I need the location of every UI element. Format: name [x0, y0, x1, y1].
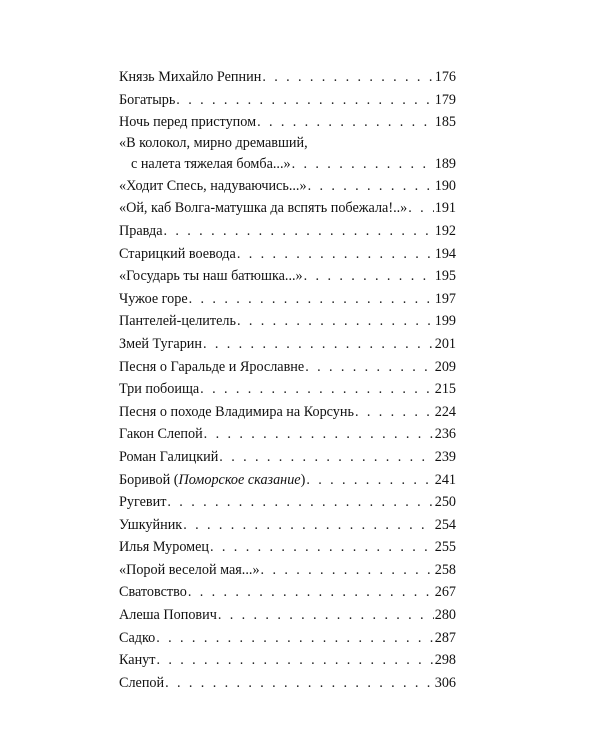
toc-entry: [119, 604, 456, 627]
toc-entry-title: Три побоища: [119, 381, 200, 398]
toc-entry: [119, 310, 456, 333]
toc-entry-title: Пантелей-целитель: [119, 313, 236, 330]
toc-entry-title: Сватовство: [119, 584, 187, 601]
toc-entry: [119, 197, 456, 220]
toc-entry: [119, 401, 456, 424]
toc-entry-page: 255: [434, 539, 456, 556]
toc-entry-title: Богатырь: [119, 91, 176, 108]
toc-entry-title: «Порой веселой мая...»: [119, 561, 260, 578]
toc-entry-title: «Государь ты наш батюшка...»: [119, 268, 303, 285]
dot-leader: [261, 559, 434, 582]
dot-leader: [204, 423, 434, 446]
toc-entry-title-line1: «В колокол, мирно дремавший,: [119, 134, 308, 151]
dot-leader: [203, 333, 434, 356]
toc-entry-title: Садко: [119, 629, 156, 646]
dot-leader: [408, 197, 433, 220]
toc-entry-title: Ушкуйник: [119, 516, 183, 533]
toc-entry: [119, 423, 456, 446]
toc-entry: [119, 265, 456, 288]
toc-entry-title: Князь Михайло Репнин: [119, 69, 262, 85]
toc-entry-page: 190: [434, 177, 456, 194]
toc-entry-title: Правда: [119, 222, 163, 239]
toc-entry: [119, 333, 456, 356]
toc-entry-page: 236: [434, 426, 456, 443]
toc-entry-page: 254: [434, 516, 456, 533]
toc-entry-title: Илья Муромец: [119, 539, 210, 556]
toc-entry-title: Старицкий воевода: [119, 245, 236, 262]
toc-entry: [119, 627, 456, 650]
dot-leader: [262, 66, 433, 89]
toc-entry-title: Слепой: [119, 674, 165, 691]
toc-entry-title: Гакон Слепой: [119, 426, 203, 443]
toc-entry-page: 201: [434, 335, 456, 352]
toc-entry: [119, 288, 456, 311]
toc-entry-title: Чужое горе: [119, 290, 188, 307]
dot-leader: [237, 243, 434, 266]
toc-entry: [119, 672, 456, 695]
toc-entry-title: Ругевит: [119, 494, 167, 511]
toc-entry: [119, 536, 456, 559]
toc-entry-page: 192: [434, 222, 456, 239]
toc-entry-page: 179: [434, 91, 456, 108]
toc-entry-two-line: [119, 134, 456, 175]
dot-leader: [165, 672, 434, 695]
table-of-contents: [119, 66, 456, 694]
toc-entry-page: 215: [434, 381, 456, 398]
dot-leader: [156, 649, 433, 672]
toc-entry: [119, 581, 456, 604]
toc-entry: [119, 89, 456, 112]
dot-leader: [200, 378, 434, 401]
dot-leader: [219, 446, 433, 469]
toc-entry-title: Канут: [119, 652, 156, 669]
dot-leader: [237, 310, 434, 333]
dot-leader: [188, 581, 434, 604]
toc-entry: [119, 446, 456, 469]
dot-leader: [305, 356, 434, 379]
toc-entry-title-close: ): [300, 471, 306, 488]
dot-leader: [355, 401, 434, 424]
toc-entry-page: 306: [434, 674, 456, 691]
toc-entry-page: 250: [434, 494, 456, 511]
toc-entry-page: 280: [434, 607, 456, 624]
toc-entry-page: 258: [434, 561, 456, 578]
dot-leader: [292, 153, 434, 175]
toc-entry: [119, 243, 456, 266]
toc-entry: [119, 514, 456, 537]
toc-entry: [119, 491, 456, 514]
toc-entry-page: 199: [434, 313, 456, 330]
toc-entry: [119, 356, 456, 379]
toc-entry-page: 176: [434, 69, 456, 85]
toc-entry-title: с налета тяжелая бомба...»: [131, 155, 291, 172]
toc-entry-page: 194: [434, 245, 456, 262]
toc-entry-title: Змей Тугарин: [119, 335, 202, 352]
toc-entry-subtitle-italic: Поморское сказание: [178, 471, 301, 488]
dot-leader: [210, 536, 434, 559]
toc-entry: [119, 175, 456, 198]
toc-entry-title-composite: [119, 469, 305, 492]
dot-leader: [308, 175, 434, 198]
toc-entry-page: 189: [434, 155, 456, 172]
toc-entry-page: 241: [434, 471, 456, 488]
toc-entry-page: 209: [434, 358, 456, 375]
toc-entry-page: 191: [434, 200, 456, 217]
toc-entry-title: Роман Галицкий: [119, 448, 219, 465]
dot-leader: [164, 220, 434, 243]
toc-entry-title: «Ой, каб Волга-матушка да вспять побежала!..»: [119, 200, 408, 217]
dot-leader: [257, 111, 434, 134]
dot-leader: [156, 627, 433, 650]
toc-entry: [119, 111, 456, 134]
toc-entry: [119, 469, 456, 492]
dot-leader: [167, 491, 433, 514]
toc-entry: [119, 559, 456, 582]
toc-entry-title: Боривой (: [119, 471, 179, 488]
toc-entry-page: 197: [434, 290, 456, 307]
toc-entry-page: 185: [434, 114, 456, 131]
dot-leader: [304, 265, 434, 288]
toc-entry-title: «Ходит Спесь, надуваючись...»: [119, 177, 307, 194]
toc-entry-page: 287: [434, 629, 456, 646]
dot-leader: [306, 469, 433, 492]
toc-entry-page: 195: [434, 268, 456, 285]
dot-leader: [183, 514, 434, 537]
toc-entry-page: 239: [434, 448, 456, 465]
toc-entry-title: Песня о Гаральде и Ярославне: [119, 358, 305, 375]
toc-entry: [119, 66, 456, 89]
toc-entry-title: Алеша Попович: [119, 607, 217, 624]
toc-entry: [119, 378, 456, 401]
toc-entry-title: Ночь перед приступом: [119, 114, 257, 131]
dot-leader: [189, 288, 434, 311]
toc-entry-page: 224: [434, 403, 456, 420]
dot-leader: [176, 89, 433, 112]
toc-entry: [119, 220, 456, 243]
toc-entry-title: Песня о походе Владимира на Корсунь: [119, 403, 354, 420]
toc-entry-page: 267: [434, 584, 456, 601]
toc-entry: [119, 649, 456, 672]
toc-entry-page: 298: [434, 652, 456, 669]
dot-leader: [218, 604, 434, 627]
